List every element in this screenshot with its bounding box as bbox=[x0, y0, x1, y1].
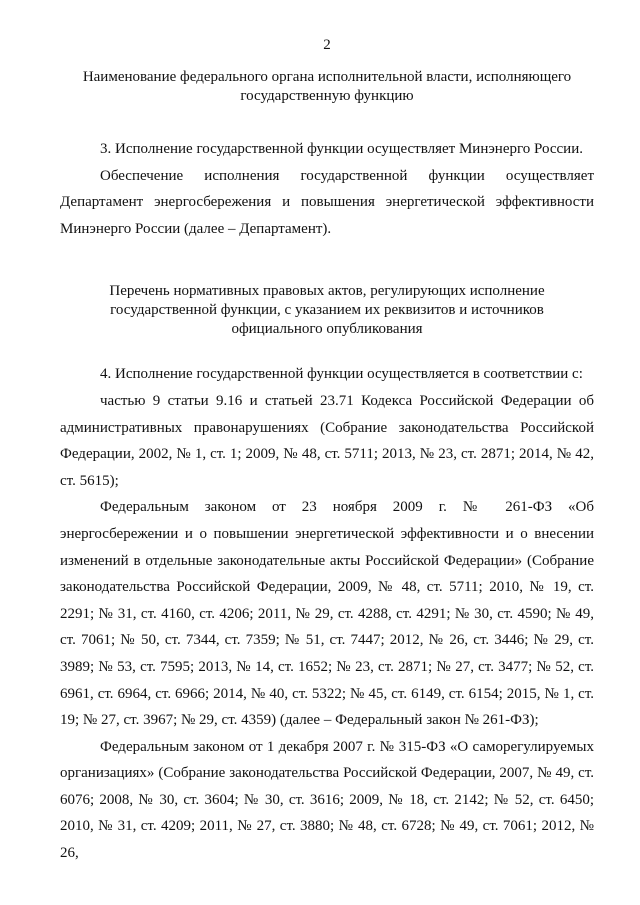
legal-act-261-fz: Федеральным законом от 23 ноября 2009 г. № 261-ФЗ «Об энергосбережении и о повышении энергетической эффективности и о внесении изменений в отдельные законодательные акты Российской Федерации» (Собрание законодательства Российской Федерации, 2009, № 48, ст. 5711; 2010, № 19, ст. 2291; № 31, ст. 4160, ст. 4206; 2011, № 29, ст. 4288, ст. 4291; № 30, ст. 4590; № 49, ст. 7061; № 50, ст. 7344, ст. 7359; № 51, ст. 7447; 2012, № 26, ст. 3446; № 29, ст. 3989; № 53, ст. 7595; 2013, № 14, ст. 1652; № 23, ст. 2871; № 27, ст. 3477; № 52, ст. 6961, ст. 6964, ст. 6966; 2014, № 40, ст. 5322; № 45, ст. 6149, ст. 6154; 2015, № 1, ст. 19; № 27, ст. 3967; № 29, ст. 4359) (далее – Федеральный закон № 261-ФЗ); bbox=[60, 499, 594, 729]
page-number: 2 bbox=[323, 37, 331, 53]
paragraph-3: 3. Исполнение государственной функции осуществляет Минэнерго России. bbox=[100, 141, 583, 157]
legal-act-315-fz: Федеральным законом от 1 декабря 2007 г. № 315-ФЗ «О саморегулируемых организациях» (Собрание законодательства Российской Федерации, 2007, № 49, ст. 6076; 2008, № 30, ст. 3604; № 30, ст. 3616; 2009, № 18, ст. 2142; № 52, ст. 6450; 2010, № 31, ст. 4209; 2011, № 27, ст. 3880; № 48, ст. 6728; № 49, ст. 7061; 2012, № 26, bbox=[60, 738, 594, 862]
section-heading-legal-acts: Перечень нормативных правовых актов, регулирующих исполнение государственной функции, с указанием их реквизитов и источников официального опубликования bbox=[109, 283, 545, 338]
paragraph-4-intro: 4. Исполнение государственной функции осуществляется в соответствии с: bbox=[100, 366, 583, 383]
paragraph-3-support: Обеспечение исполнения государственной функции осуществляет Департамент энергосбережения и повышения энергетической эффективности Минэнерго России (далее – Департамент). bbox=[60, 167, 594, 237]
legal-act-koap: частью 9 статьи 9.16 и статьей 23.71 Кодекса Российской Федерации об административных правонарушениях (Собрание законодательства Российской Федерации, 2002, № 1, ст. 1; 2009, № 48, ст. 5711; 2013, № 23, ст. 2871; 2014, № 42, ст. 5615); bbox=[60, 392, 594, 489]
section-heading-executive-body: Наименование федерального органа исполнительной власти, исполняющего государственную функцию bbox=[82, 69, 572, 104]
